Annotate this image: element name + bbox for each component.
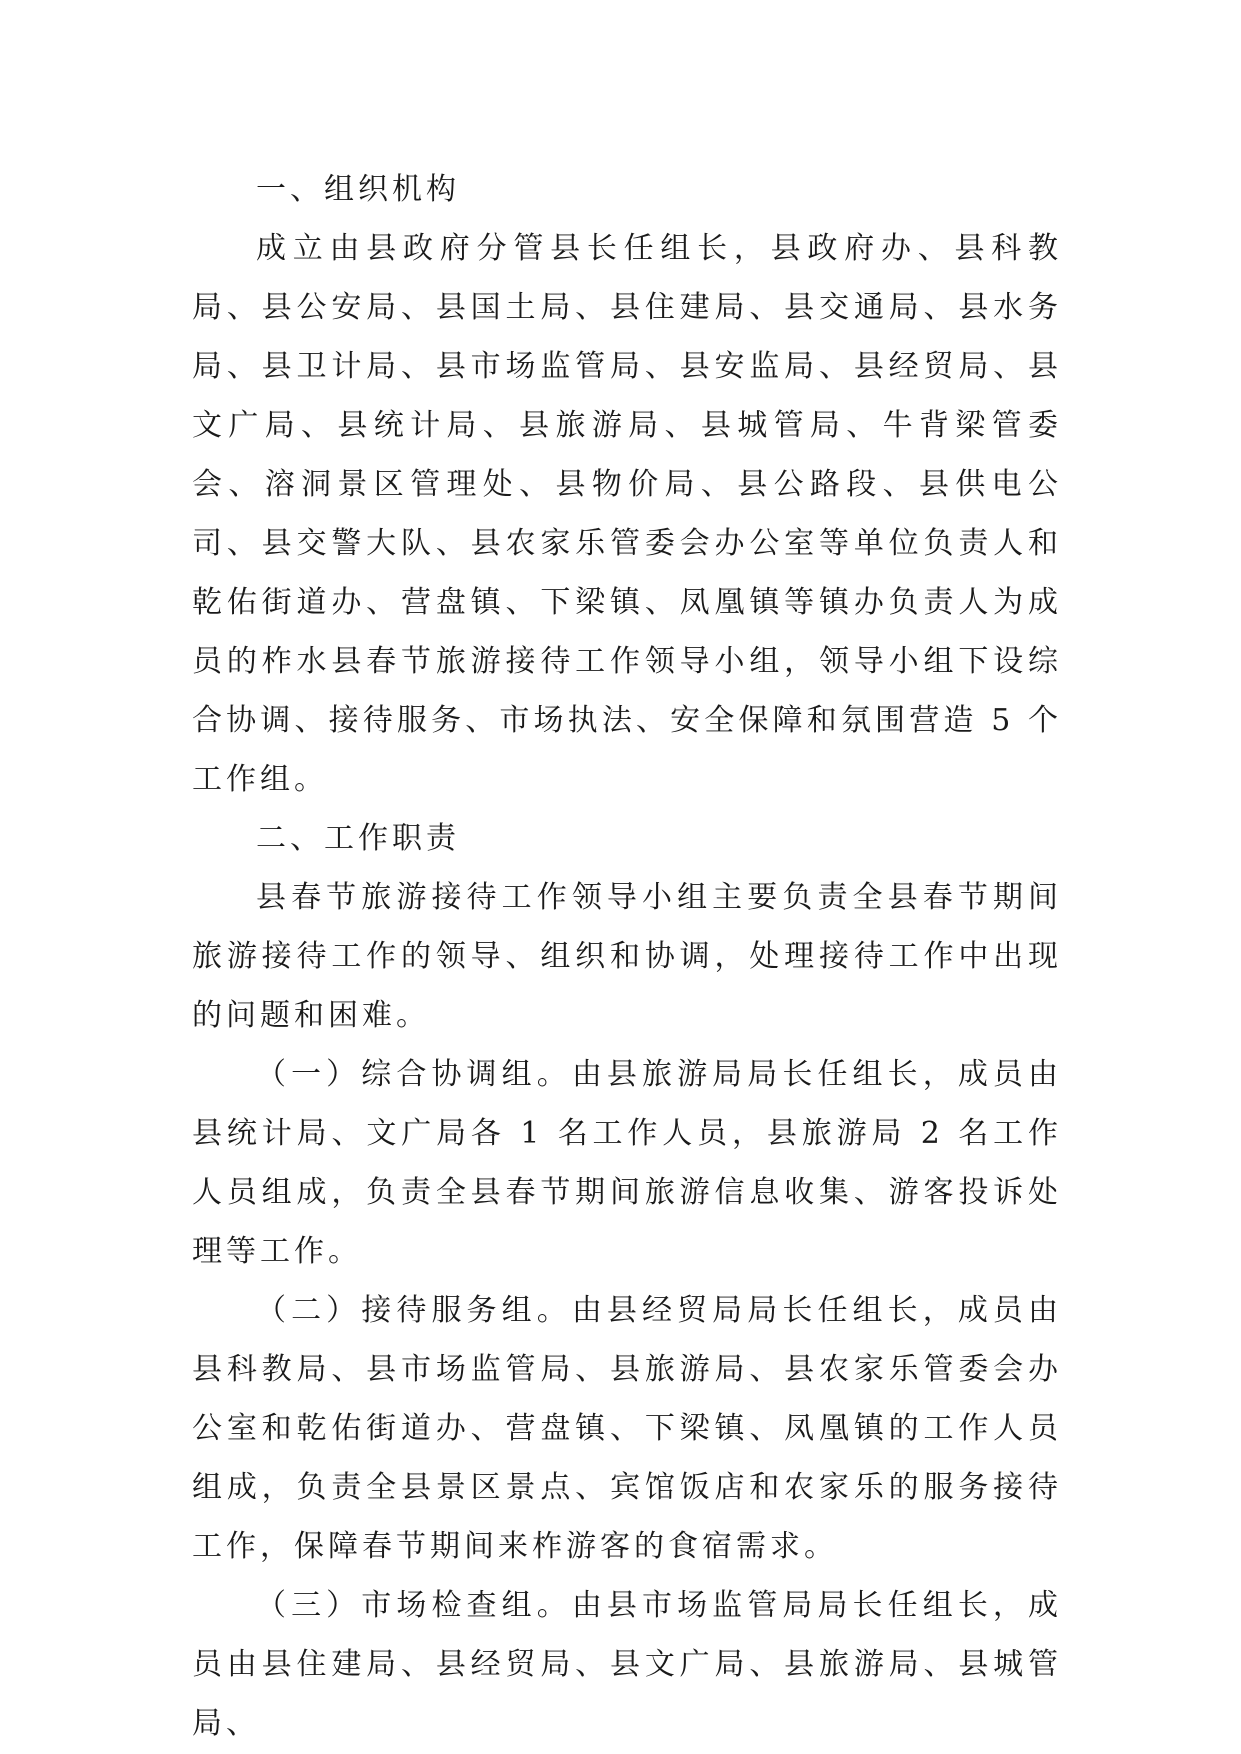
section-heading-organization: 一、组织机构 bbox=[256, 172, 460, 207]
paragraph-organization: 成立由县政府分管县长任组长，县政府办、县科教局、县公安局、县国土局、县住建局、县交通局、县水务局、县卫计局、县市场监管局、县安监局、县经贸局、县文广局、县统计局、县旅游局、县城管局、牛背梁管委会、溶洞景区管理处、县物价局、县公路段、县供电公司、县交警大队、县农家乐管委会办公室等单位负责人和乾佑街道办、营盘镇、下梁镇、凤凰镇等镇办负责人为成员的柞水县春节旅游接待工作领导小组，领导小组下设综合协调、接待服务、市场执法、安全保障和氛围营造 5 个工作组。 bbox=[192, 231, 1062, 797]
paragraph-group-coordination: （一）综合协调组。由县旅游局局长任组长，成员由县统计局、文广局各 1 名工作人员，县旅游局 2 名工作人员组成，负责全县春节期间旅游信息收集、游客投诉处理等工作。 bbox=[192, 1057, 1062, 1269]
paragraph-group-reception: （二）接待服务组。由县经贸局局长任组长，成员由县科教局、县市场监管局、县旅游局、县农家乐管委会办公室和乾佑街道办、营盘镇、下梁镇、凤凰镇的工作人员组成，负责全县景区景点、宾馆饭店和农家乐的服务接待工作，保障春节期间来柞游客的食宿需求。 bbox=[192, 1293, 1062, 1564]
section-heading-duties: 二、工作职责 bbox=[256, 821, 460, 856]
paragraph-duties: 县春节旅游接待工作领导小组主要负责全县春节期间旅游接待工作的领导、组织和协调，处理接待工作中出现的问题和困难。 bbox=[192, 880, 1062, 1033]
paragraph-group-market: （三）市场检查组。由县市场监管局局长任组长，成员由县住建局、县经贸局、县文广局、县旅游局、县城管局、 bbox=[192, 1588, 1062, 1741]
document-body bbox=[192, 160, 1062, 1753]
